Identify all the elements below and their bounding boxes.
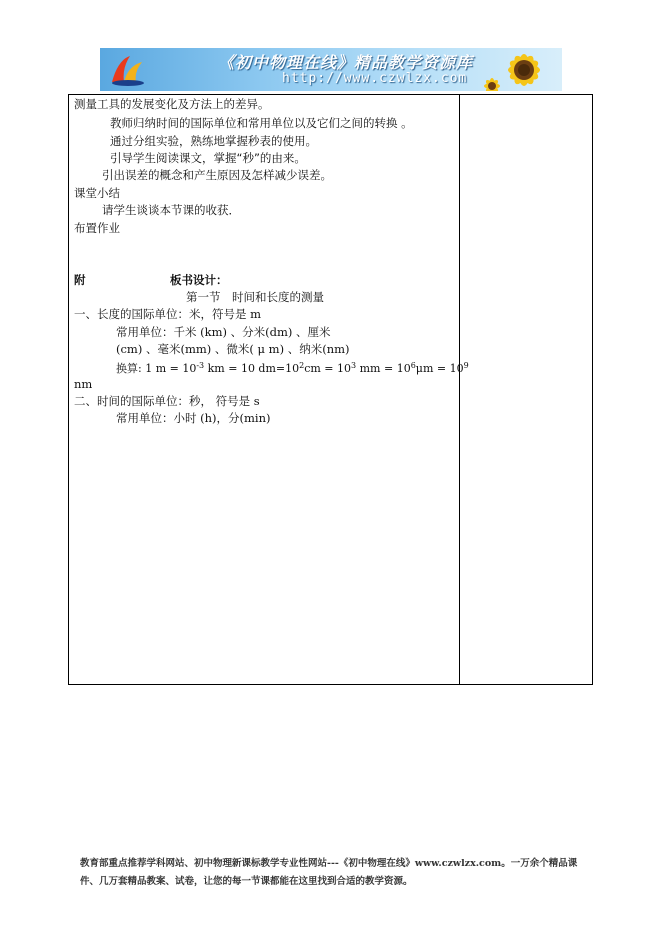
conversion-tail: nm: [74, 377, 93, 391]
site-logo-icon: [108, 52, 148, 88]
section-heading: 布置作业: [74, 221, 120, 235]
column-divider: [459, 95, 460, 684]
page-footer: [80, 855, 590, 891]
time-common-line: 常用单位：小时 (h)，分(min): [116, 411, 271, 425]
time-unit-line: 二、时间的国际单位：秒， 符号是 s: [74, 394, 260, 408]
footer-line: 件、几万套精品教案、试卷，让您的每一节课都能在这里找到合适的教学资源。: [80, 876, 413, 887]
footer-line: 教育部重点推荐学科网站、初中物理新课标教学专业性网站---《初中物理在线》www.czwlzx.com。一万余个精品课: [80, 858, 578, 869]
board-section-title: 第一节 时间和长度的测量: [186, 290, 324, 304]
board-design-heading: 板书设计：: [170, 273, 228, 287]
sunflower-icon: [482, 48, 560, 91]
length-common-line: 常用单位：千米 (km) 、分米(dm) 、厘米: [116, 325, 331, 339]
banner-title: 《初中物理在线》精品教学资源库: [218, 53, 474, 72]
lesson-table: [68, 94, 593, 685]
lesson-line: 引导学生阅读课文，掌握“秒”的由来。: [110, 151, 306, 165]
length-unit-line: 一、长度的国际单位：米，符号是 m: [74, 307, 262, 321]
lesson-line: 请学生谈谈本节课的收获．: [102, 203, 240, 217]
section-heading: 课堂小结: [74, 186, 120, 200]
lesson-line: 通过分组实验，熟练地掌握秒表的使用。: [110, 134, 317, 148]
lesson-line: 引出误差的概念和产生原因及怎样减少误差。: [102, 168, 332, 182]
conversion-line: 换算: 1 $m = 10^{-3}$ km = 10 $dm=10^2cm = 10^3$ mm = $10^6\mu m = 10^9$: [116, 361, 469, 375]
lesson-line: 测量工具的发展变化及方法上的差异。: [74, 97, 270, 111]
appendix-label: 附: [74, 273, 86, 287]
site-banner: [100, 48, 562, 91]
lesson-line: 教师归纳时间的国际单位和常用单位以及它们之间的转换 。: [110, 116, 413, 130]
length-common-line: (cm) 、毫米(mm) 、微米( μ m) 、纳米(nm): [116, 342, 350, 356]
banner-url[interactable]: http://www.czwlzx.com: [282, 71, 468, 86]
